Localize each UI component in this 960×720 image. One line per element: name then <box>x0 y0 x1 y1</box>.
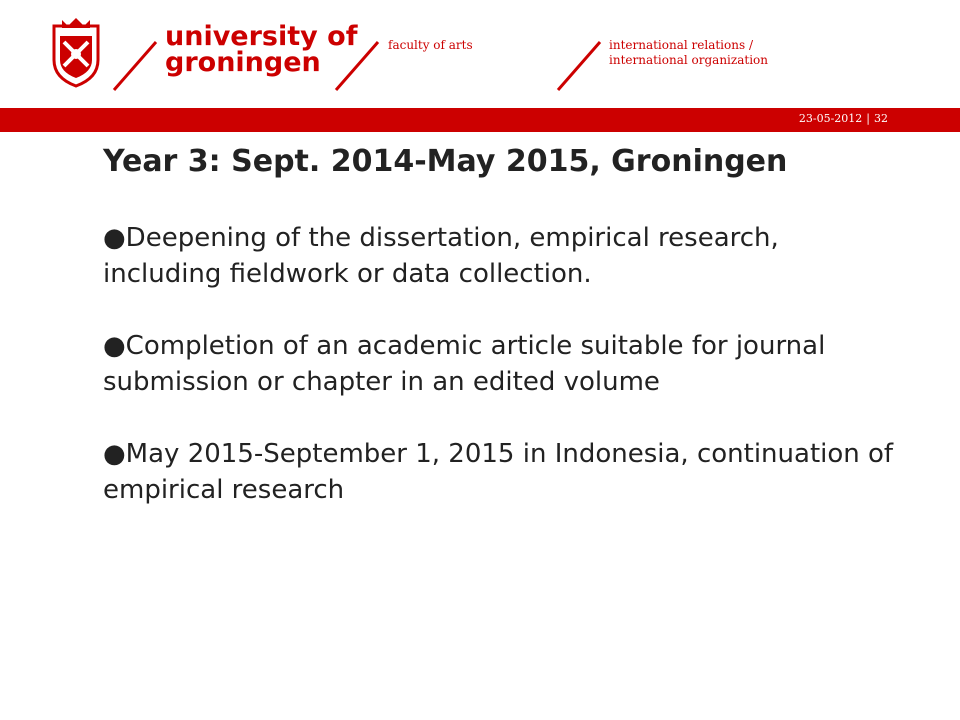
university-logo-text <box>165 21 358 78</box>
slide-info-separator: | <box>866 112 870 125</box>
slide-date: 23-05-2012 <box>798 112 863 125</box>
slide-content <box>103 142 903 544</box>
slide-page-number: 32 <box>874 112 888 125</box>
faculty-divider-slash <box>334 40 380 92</box>
faculty-label: faculty of arts <box>388 38 473 52</box>
logo-line-1: university of <box>165 21 358 52</box>
university-crest-icon <box>50 16 102 88</box>
department-line-1: international relations / <box>609 38 753 52</box>
logo-divider-slash <box>112 40 158 92</box>
slide-header <box>0 0 960 108</box>
slide-title: Year 3: Sept. 2014-May 2015, Groningen <box>103 144 788 179</box>
bullet-item: ●Completion of an academic article suitable for journal submission or chapter in an edited volume <box>103 331 826 397</box>
bullet-item: ●May 2015-September 1, 2015 in Indonesia, continuation of empirical research <box>103 439 894 505</box>
slide-info <box>799 112 888 125</box>
logo-line-2: groningen <box>165 47 321 78</box>
department-line-2: international organization <box>609 53 768 67</box>
bullet-item: ●Deepening of the dissertation, empirical research, including fieldwork or data collection. <box>103 223 779 289</box>
dept-divider-slash <box>556 40 602 92</box>
department-label <box>609 38 768 68</box>
